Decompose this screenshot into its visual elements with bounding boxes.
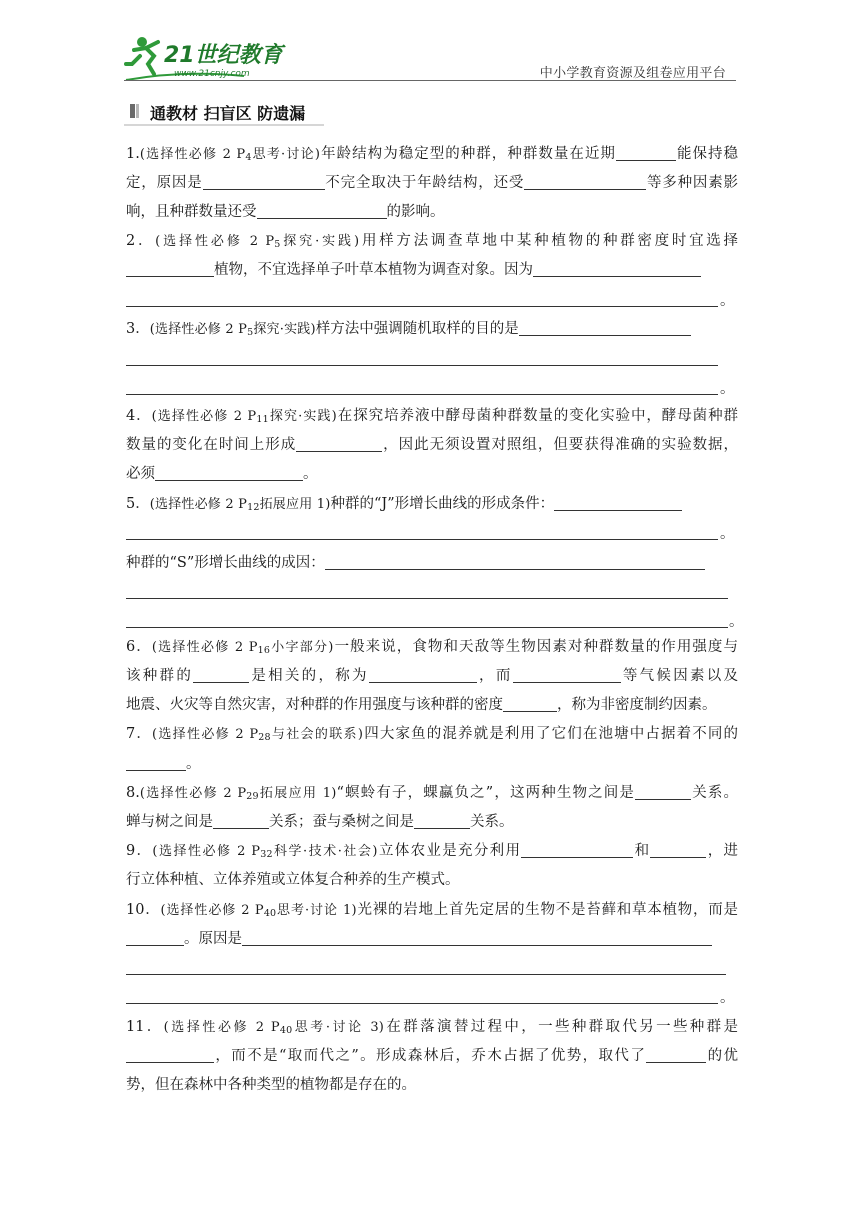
q10-line-2: 。原因是 [126, 928, 738, 950]
svg-text:www.21cnjy.com: www.21cnjy.com [174, 69, 250, 79]
answer-blank[interactable] [414, 812, 470, 829]
q7-line-2: 。 [126, 753, 738, 775]
q5-line-1: 5．(选择性必修 2 $P_{12}$拓展应用 1)种群的“J”形增长曲线的形成条件： [126, 493, 738, 515]
q6-line-3: 地震、火灾等自然灾害，对种群的作用强度与该种群的密度 ，称为非密度制约因素。 [126, 697, 717, 713]
q1-line-1: 1.(选择性必修 2 $P_4$思考·讨论)年龄结构为稳定型的种群，种群数量在近期 能保持稳 [126, 146, 738, 163]
svg-text:21世纪教育: 21世纪教育 [164, 43, 283, 68]
section-heading [124, 100, 324, 126]
brand-logo [124, 34, 294, 84]
answer-blank[interactable] [155, 464, 303, 481]
answer-line[interactable] [126, 365, 718, 366]
answer-blank[interactable] [257, 202, 387, 219]
q11-line-1: 11．(选择性必修 2 $P_{40}$思考·讨论 3)在群落演替过程中，一些种群取代另一些种群是 [126, 1019, 738, 1036]
answer-blank[interactable] [213, 812, 269, 829]
q1-line-3: 响，且种群数量还受 的影响。 [126, 204, 445, 220]
section-marker-icon [130, 104, 135, 118]
q8-line-1: 8.(选择性必修 2 $P_{29}$拓展应用 1)“螟蛉有子，蜾蠃负之”，这两种生物之间是 关系。 [126, 785, 738, 802]
answer-blank[interactable] [554, 494, 682, 511]
answer-blank[interactable] [650, 841, 706, 858]
q1-line-2: 定，原因是 不完全取决于年龄结构，还受 等多种因素影 [126, 175, 738, 191]
answer-blank[interactable] [242, 929, 712, 946]
q5-line-3: 种群的“S”形增长曲线的成因： [126, 552, 738, 574]
answer-blank[interactable] [296, 435, 382, 452]
q4-line-3: 必须 。 [126, 466, 318, 482]
answer-blank[interactable] [524, 173, 646, 190]
q9-line-1: 9．(选择性必修 2 $P_{32}$科学·技术·社会)立体农业是充分利用 和 ，进 [126, 843, 738, 860]
q11-line-3: 势，但在森林中各种类型的植物都是存在的。 [126, 1077, 416, 1093]
answer-blank[interactable] [325, 553, 705, 570]
answer-blank[interactable] [616, 144, 676, 161]
page-header [0, 0, 860, 90]
answer-blank[interactable] [521, 841, 633, 858]
q7-line-1: 7．(选择性必修 2 $P_{28}$与社会的联系)四大家鱼的混养就是利用了它们在池塘中占据着不同的 [126, 726, 738, 743]
q8-line-2: 蝉与树之间是 关系；蚕与桑树之间是 关系。 [126, 814, 514, 830]
answer-blank[interactable] [646, 1046, 706, 1063]
answer-line[interactable] [126, 974, 726, 975]
q6-line-1: 6．(选择性必修 2 $P_{16}$小字部分)一般来说，食物和天敌等生物因素对种群数量的作用强度与 [126, 639, 738, 656]
q10-line-1: 10．(选择性必修 2 $P_{40}$思考·讨论 1)光裸的岩地上首先定居的生物不是苔藓和草本植物，而是 [126, 902, 738, 919]
answer-line[interactable] [126, 306, 718, 307]
q11-line-2: ，而不是“取而代之”。形成森林后，乔木占据了优势，取代了 的优 [126, 1045, 738, 1067]
answer-line[interactable] [126, 539, 718, 540]
header-divider [124, 80, 736, 81]
header-tagline: 中小学教育资源及组卷应用平台 [539, 66, 726, 81]
answer-line[interactable] [126, 394, 718, 395]
section-marker-icon-secondary [136, 104, 139, 118]
answer-line[interactable] [126, 598, 728, 599]
q9-line-2: 行立体种植、立体养殖或立体复合种养的生产模式。 [126, 872, 460, 888]
answer-blank[interactable] [513, 666, 621, 683]
q6-line-2: 该种群的 是相关的，称为 ，而 等气候因素以及 [126, 668, 738, 684]
answer-blank[interactable] [635, 783, 691, 800]
answer-blank[interactable] [126, 1046, 214, 1063]
answer-blank[interactable] [203, 173, 325, 190]
answer-line[interactable] [126, 1003, 718, 1004]
answer-blank[interactable] [533, 260, 701, 277]
answer-blank[interactable] [503, 695, 557, 712]
answer-blank[interactable] [126, 260, 214, 277]
q4-line-2: 数量的变化在时间上形成 ，因此无须设置对照组，但要获得准确的实验数据， [126, 437, 738, 453]
answer-line[interactable] [126, 627, 728, 628]
q2-line-1: 2．(选择性必修 2 $P_5$探究·实践)用样方法调查草地中某种植物的种群密度时宜选择 [126, 233, 738, 250]
answer-blank[interactable] [519, 319, 691, 336]
q2-line-2: 植物，不宜选择单子叶草本植物为调查对象。因为 [126, 259, 738, 281]
q3-line-1: 3．(选择性必修 2 $P_5$探究·实践)样方法中强调随机取样的目的是 [126, 318, 738, 340]
answer-blank[interactable] [193, 666, 249, 683]
answer-blank[interactable] [126, 754, 186, 771]
section-title-text: 通教材 扫盲区 防遗漏 [150, 104, 306, 123]
answer-blank[interactable] [369, 666, 477, 683]
q4-line-1: 4．(选择性必修 2 $P_{11}$探究·实践)在探究培养液中酵母菌种群数量的变化实验中，酵母菌种群 [126, 408, 738, 425]
answer-blank[interactable] [126, 929, 184, 946]
